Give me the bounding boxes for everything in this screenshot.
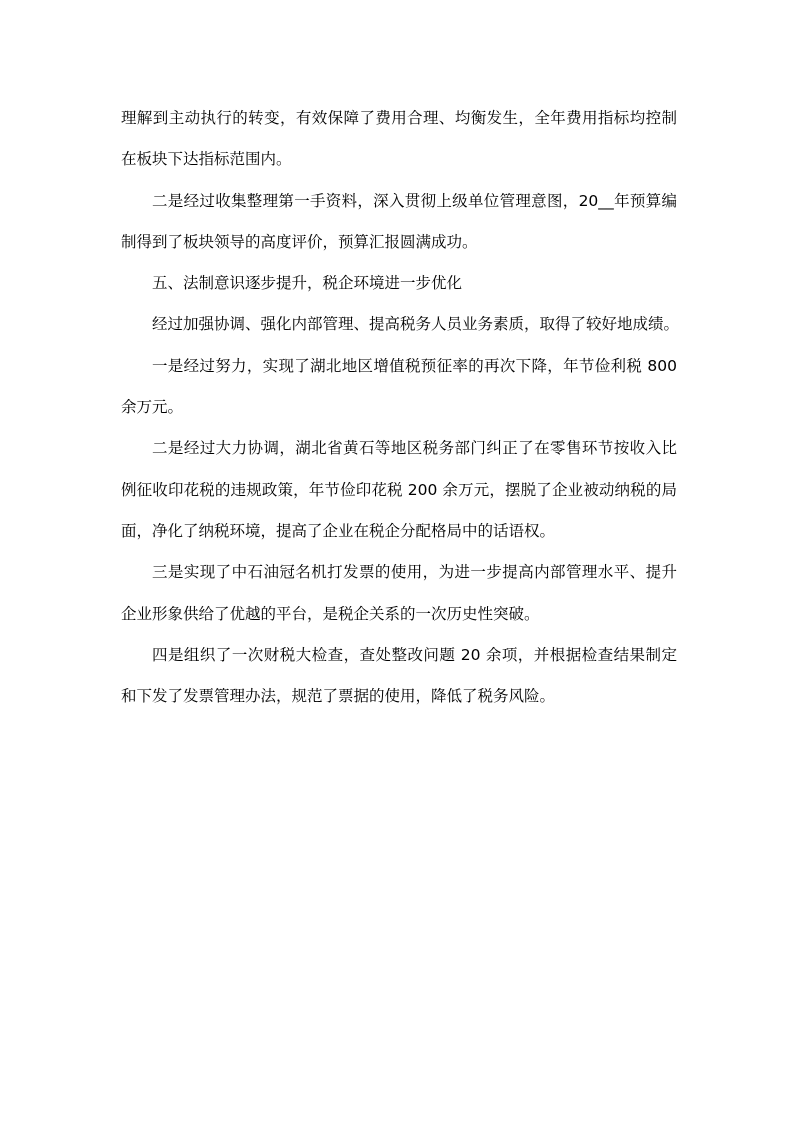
paragraph-start-line: 经过加强协调、强化内部管理、提高税务人员业务素质，取得了较好地成绩。 <box>152 315 680 334</box>
paragraph-start-line: 四是组织了一次财税大检查，查处整改问题 20 余项，并根据检查结果制定 <box>152 645 677 664</box>
paragraph-start-line: 一是经过努力，实现了湖北地区增值税预征率的再次下降，年节俭利税 800 <box>152 356 677 375</box>
text-line: 余万元。 <box>121 398 184 417</box>
text-line: 例征收印花税的违规政策，年节俭印花税 200 余万元，摆脱了企业被动纳税的局 <box>121 480 677 499</box>
text-line: 制得到了板块领导的高度评价，预算汇报圆满成功。 <box>121 232 478 251</box>
section-heading: 五、法制意识逐步提升，税企环境进一步优化 <box>152 274 463 293</box>
text-line: 在板块下达指标范围内。 <box>121 150 292 169</box>
text-line: 面，净化了纳税环境，提高了企业在税企分配格局中的话语权。 <box>121 521 556 540</box>
paragraph-start-line: 二是经过收集整理第一手资料，深入贯彻上级单位管理意图，20__年预算编 <box>152 191 677 210</box>
text-line: 企业形象供给了优越的平台，是税企关系的一次历史性突破。 <box>121 604 540 623</box>
text-line: 理解到主动执行的转变，有效保障了费用合理、均衡发生，全年费用指标均控制 <box>121 109 677 127</box>
paragraph-start-line: 三是实现了中石油冠名机打发票的使用，为进一步提高内部管理水平、提升 <box>152 563 677 582</box>
text-line: 和下发了发票管理办法，规范了票据的使用，降低了税务风险。 <box>121 687 556 706</box>
document-body <box>121 98 680 717</box>
paragraph-start-line: 二是经过大力协调，湖北省黄石等地区税务部门纠正了在零售环节按收入比 <box>152 439 677 458</box>
